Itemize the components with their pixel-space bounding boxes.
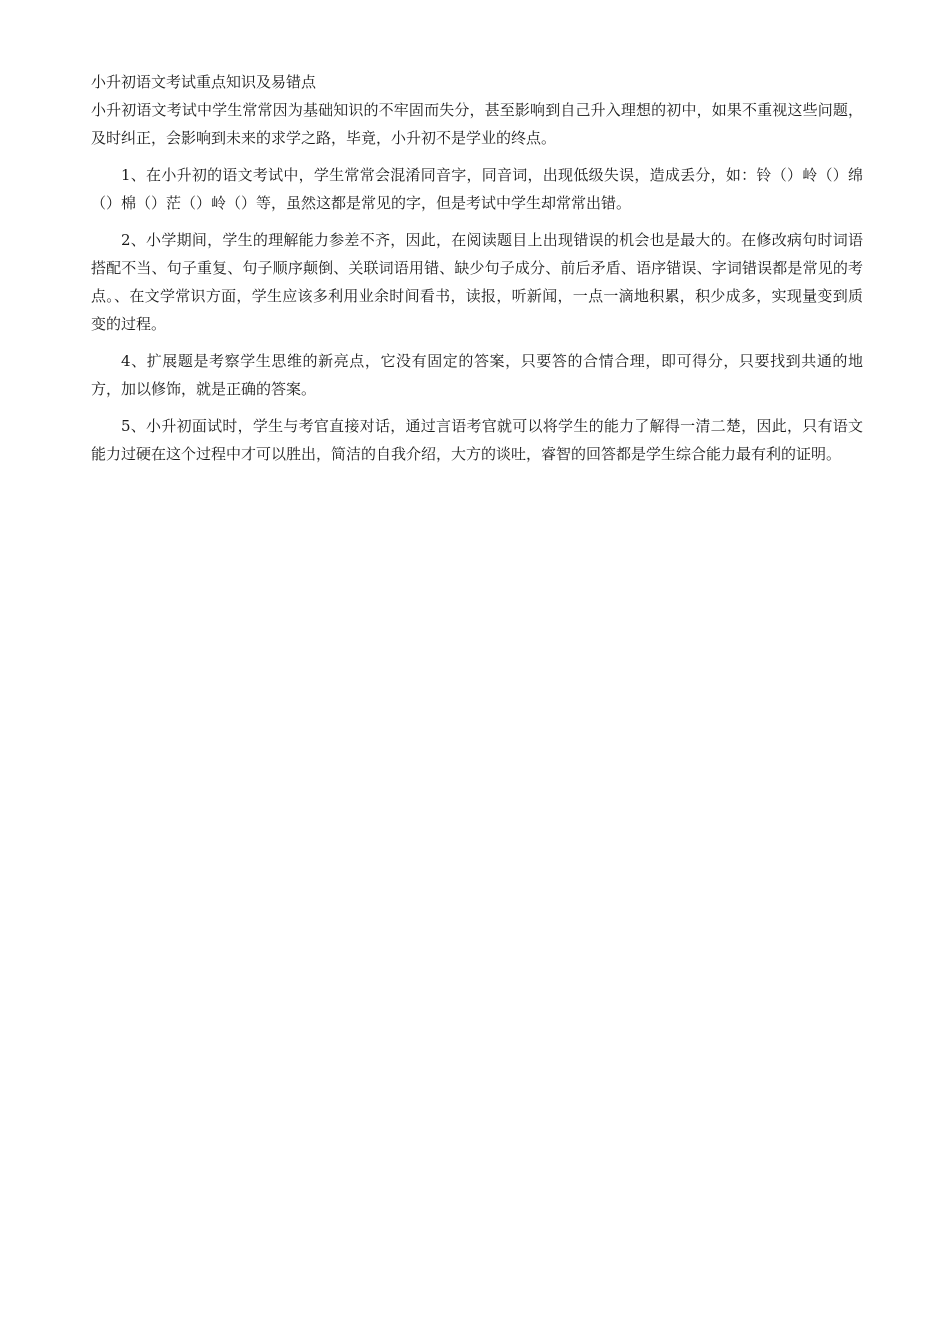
document-title: 小升初语文考试重点知识及易错点 xyxy=(91,73,317,91)
paragraph-1: 1、在小升初的语文考试中，学生常常会混淆同音字，同音词，出现低级失误，造成丢分，如：铃（）岭（）绵（）棉（）茫（）岭（）等，虽然这都是常见的字，但是考试中学生却常常出错。 xyxy=(91,166,863,212)
paragraph-2: 2、小学期间，学生的理解能力参差不齐，因此，在阅读题目上出现错误的机会也是最大的。在修改病句时词语搭配不当、句子重复、句子顺序颠倒、关联词语用错、缺少句子成分、前后矛盾、语序错误、字词错误都是常见的考点。、在文学常识方面，学生应该多利用业余时间看书，读报，听新闻，一点一滴地积累，积少成多，实现量变到质变的过程。 xyxy=(91,231,863,333)
paragraph-5: 5、小升初面试时，学生与考官直接对话，通过言语考官就可以将学生的能力了解得一清二楚，因此，只有语文能力过硬在这个过程中才可以胜出，简洁的自我介绍，大方的谈吐，睿智的回答都是学生综合能力最有利的证明。 xyxy=(91,417,863,463)
intro-paragraph: 小升初语文考试中学生常常因为基础知识的不牢固而失分，甚至影响到自己升入理想的初中，如果不重视这些问题，及时纠正，会影响到未来的求学之路，毕竟，小升初不是学业的终点。 xyxy=(91,101,863,147)
document-page xyxy=(91,68,863,477)
paragraph-4: 4、扩展题是考察学生思维的新亮点，它没有固定的答案，只要答的合情合理，即可得分，只要找到共通的地方，加以修饰，就是正确的答案。 xyxy=(91,352,863,398)
